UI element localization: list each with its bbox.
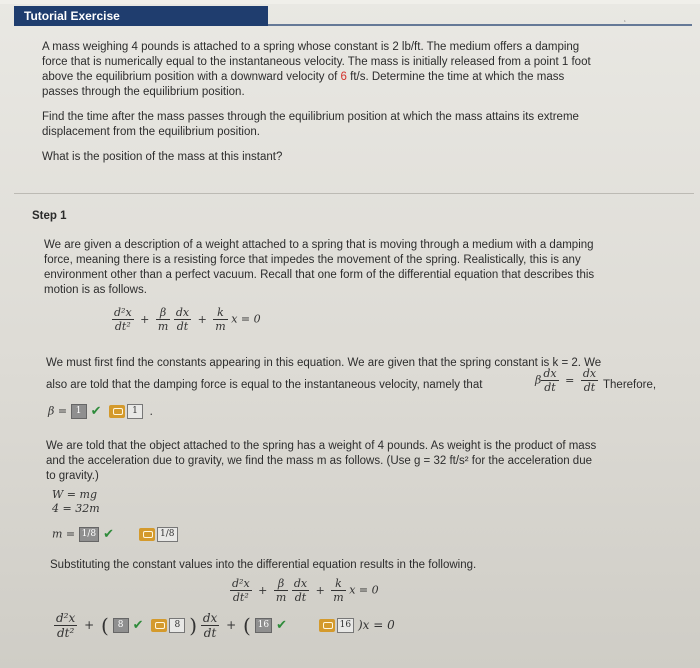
- period: .: [149, 404, 153, 418]
- problem-line-2: force that is numerically equal to the instantaneous velocity. The mass is initially released from a point 1 foot: [42, 56, 591, 68]
- denominator: dt²: [56, 626, 75, 640]
- correct-check-icon: ✔: [90, 404, 102, 419]
- denominator: m: [157, 320, 169, 333]
- numerator: d²x: [232, 577, 250, 590]
- frac-d2x-dt2: [112, 306, 134, 333]
- weight-equation: W = mg: [52, 488, 97, 501]
- velocity-value: 6: [340, 71, 347, 83]
- step-title: Step 1: [32, 210, 67, 222]
- numerator: dx: [543, 367, 557, 380]
- plus-sign: +: [84, 618, 95, 632]
- equals-zero: x = 0: [349, 583, 379, 597]
- frac-dx-dt: [201, 611, 219, 640]
- differential-equation-repeat: [230, 577, 379, 604]
- header-underline: [268, 24, 692, 26]
- beta-answer-row: [48, 404, 156, 419]
- plus-sign: +: [315, 583, 325, 597]
- mass-answer-row: [52, 527, 178, 542]
- equals-zero: x = 0: [231, 312, 261, 326]
- frac-d2x-dt2: [54, 611, 77, 640]
- weight-line-1: We are told that the object attached to the spring has a weight of 4 pounds. As weight is the product of mass: [46, 440, 597, 452]
- beta-symbol: β: [535, 373, 542, 387]
- numerator: d²x: [114, 306, 132, 319]
- section-divider: [14, 193, 694, 194]
- problem-line-3-post: ft/s. Determine the time at which the mass: [346, 71, 565, 83]
- close-paren: ): [189, 613, 197, 638]
- denominator: dt: [294, 591, 307, 604]
- denominator: dt: [203, 626, 217, 640]
- denominator: dt: [544, 381, 556, 394]
- question-3: What is the position of the mass at this instant?: [42, 151, 283, 163]
- plus-sign: +: [140, 312, 150, 326]
- differential-equation: [112, 306, 261, 333]
- correct-check-icon: ✔: [132, 618, 144, 633]
- step-intro-3: environment other than a perfect vacuum. Recall that one form of the differential equation that describes this: [44, 269, 595, 281]
- numerator: β: [156, 306, 170, 320]
- question-2-line-2: displacement from the equilibrium position.: [42, 126, 260, 138]
- problem-line-3-pre: above the equilibrium position with a downward velocity of: [42, 71, 341, 83]
- frac-d2x-dt2: [230, 577, 252, 604]
- step-intro-1: We are given a description of a weight attached to a spring that is moving through a medium with a damping: [44, 239, 594, 251]
- constants-line-2: also are told that the damping force is equal to the instantaneous velocity, namely that: [46, 379, 483, 391]
- spring-answer-input[interactable]: 16: [255, 618, 272, 633]
- plus-sign: +: [258, 583, 268, 597]
- question-2-line-1: Find the time after the mass passes through the equilibrium position at which the mass attains its extreme: [42, 111, 579, 123]
- frac-dx-dt: [292, 577, 309, 604]
- numerator: β: [274, 577, 288, 591]
- denominator: dt: [583, 381, 596, 394]
- numerator: d²x: [56, 611, 76, 625]
- constants-line-1: We must first find the constants appearing in this equation. We are given that the spring constant is k = 2. We: [46, 357, 602, 369]
- substituting-text: Substituting the constant values into the differential equation results in the following.: [50, 559, 477, 571]
- damping-relation: [535, 367, 598, 394]
- problem-line-1: A mass weighing 4 pounds is attached to a spring whose constant is 2 lb/ft. The medium offers a damping: [42, 41, 580, 53]
- correct-check-icon: ✔: [276, 618, 287, 633]
- top-border: [0, 0, 700, 4]
- damping-answer-input[interactable]: 8: [113, 618, 129, 633]
- mass-key-answer: 1/8: [157, 527, 177, 542]
- numerator: dx: [175, 306, 190, 319]
- equation-tail: )x = 0: [357, 618, 395, 632]
- denominator: m: [333, 591, 344, 604]
- plus-sign: +: [197, 312, 207, 326]
- mass-label: m =: [52, 527, 76, 541]
- four-equation: 4 = 32m: [52, 502, 100, 515]
- beta-key-answer: 1: [127, 404, 143, 419]
- numerator: k: [331, 577, 345, 591]
- denominator: dt: [176, 320, 189, 333]
- denominator: dt²: [114, 320, 131, 333]
- key-icon[interactable]: [109, 405, 125, 418]
- denominator: m: [215, 320, 226, 333]
- denominator: m: [275, 591, 287, 604]
- plus-sign: +: [226, 618, 237, 632]
- frac-beta-m: [274, 577, 288, 604]
- key-icon[interactable]: [139, 528, 155, 541]
- damping-key-answer: 8: [169, 618, 185, 633]
- spring-key-answer: 16: [337, 618, 354, 633]
- beta-answer-input[interactable]: 1: [71, 404, 87, 419]
- key-icon[interactable]: [151, 619, 167, 632]
- frac-dx-dt: [541, 367, 558, 394]
- step-intro-4: motion is as follows.: [44, 284, 147, 296]
- frac-dx-dt: [581, 367, 598, 394]
- open-paren: (: [100, 613, 109, 638]
- frac-beta-m: [156, 306, 170, 333]
- mass-answer-input[interactable]: 1/8: [79, 527, 99, 542]
- beta-label: β =: [48, 404, 68, 418]
- denominator: dt²: [232, 591, 249, 604]
- page-title: Tutorial Exercise: [24, 9, 120, 23]
- equals-sign: =: [565, 373, 575, 387]
- corner-mark: ‘: [624, 19, 626, 28]
- open-paren: (: [243, 613, 251, 638]
- key-icon[interactable]: [319, 619, 335, 632]
- correct-check-icon: ✔: [103, 527, 115, 542]
- weight-line-2: and the acceleration due to gravity, we find the mass m as follows. (Use g = 32 ft/s² for the acceleration due: [46, 455, 592, 467]
- therefore-text: Therefore,: [603, 379, 657, 391]
- numerator: dx: [293, 577, 308, 590]
- problem-line-4: passes through the equilibrium position.: [42, 86, 245, 98]
- problem-line-3: [42, 70, 564, 85]
- mass-equations: [52, 488, 100, 516]
- frac-k-m: [213, 306, 227, 333]
- step-intro-2: force, meaning there is a resisting force that impedes the movement of the spring. Realistically, this is any: [44, 254, 581, 266]
- weight-line-3: to gravity.): [46, 470, 99, 482]
- numerator: dx: [582, 367, 597, 380]
- numerator: dx: [202, 611, 218, 625]
- frac-dx-dt: [174, 306, 191, 333]
- substituted-equation: [54, 611, 395, 640]
- frac-k-m: [331, 577, 345, 604]
- numerator: k: [213, 306, 227, 320]
